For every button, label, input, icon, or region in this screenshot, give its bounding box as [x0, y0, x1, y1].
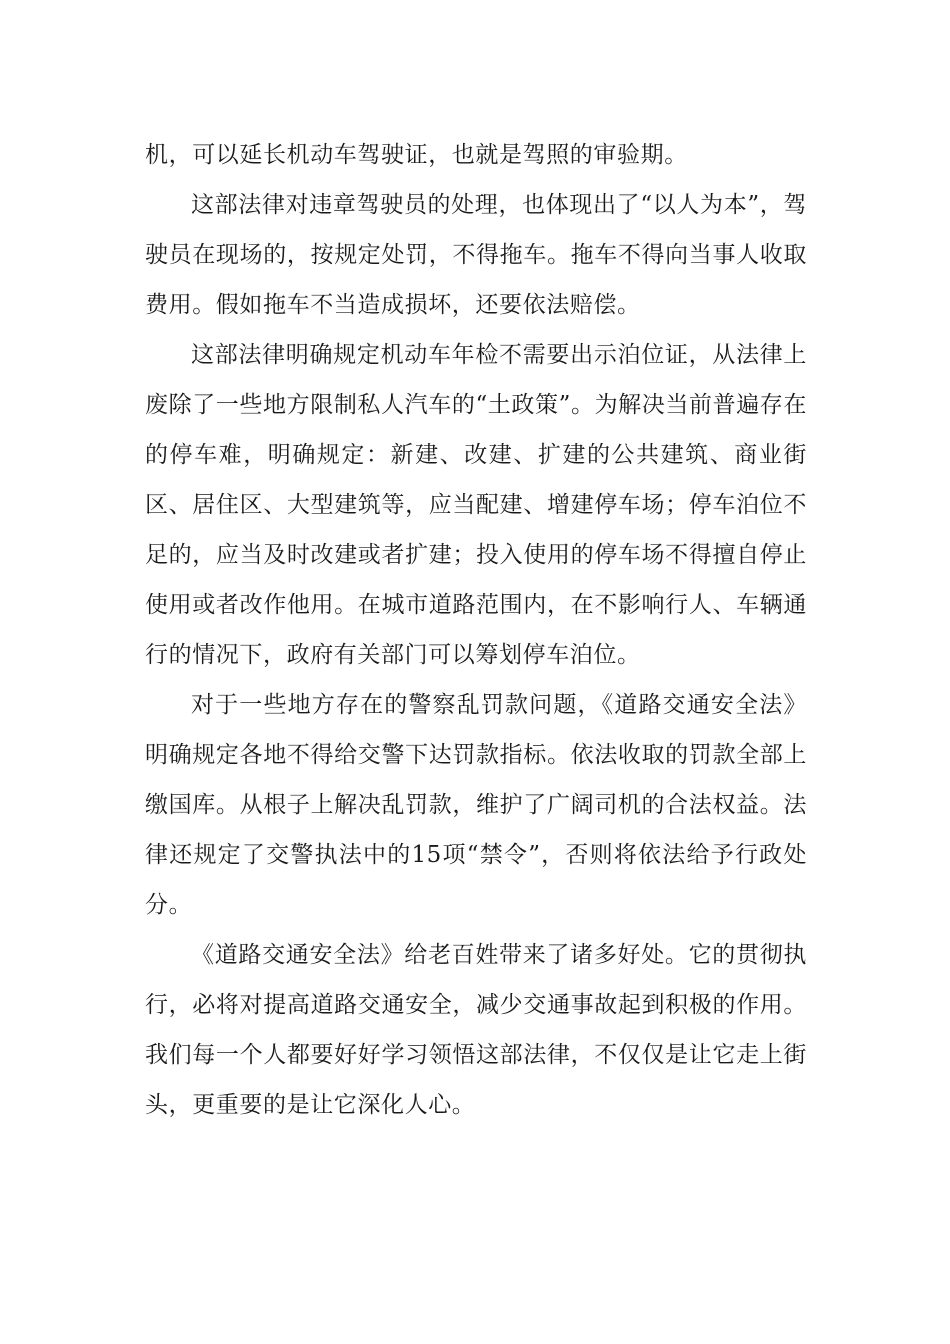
- paragraph-continuation: 机，可以延长机动车驾驶证，也就是驾照的审验期。: [145, 142, 688, 168]
- document-body: [145, 130, 807, 1130]
- paragraph-violation-handling: 这部法律对违章驾驶员的处理，也体现出了“以人为本”，驾驶员在现场的，按规定处罚，不得拖车。拖车不得向当事人收取费用。假如拖车不当造成损坏，还要依法赔偿。: [145, 192, 807, 318]
- paragraph-conclusion: 《道路交通安全法》给老百姓带来了诸多好处。它的贯彻执行，必将对提高道路交通安全，减少交通事故起到积极的作用。我们每一个人都要好好学习领悟这部法律，不仅仅是让它走上街头，更重要的是让它深化人心。: [145, 942, 807, 1118]
- paragraph-fines: 对于一些地方存在的警察乱罚款问题，《道路交通安全法》明确规定各地不得给交警下达罚款指标。依法收取的罚款全部上缴国库。从根子上解决乱罚款，维护了广阔司机的合法权益。法律还规定了交警执法中的15项“禁令”，否则将依法给予行政处分。: [145, 692, 807, 918]
- paragraph-parking: 这部法律明确规定机动车年检不需要出示泊位证，从法律上废除了一些地方限制私人汽车的“土政策”。为解决当前普遍存在的停车难，明确规定：新建、改建、扩建的公共建筑、商业街区、居住区、大型建筑等，应当配建、增建停车场；停车泊位不足的，应当及时改建或者扩建；投入使用的停车场不得擅自停止使用或者改作他用。在城市道路范围内，在不影响行人、车辆通行的情况下，政府有关部门可以筹划停车泊位。: [145, 342, 807, 668]
